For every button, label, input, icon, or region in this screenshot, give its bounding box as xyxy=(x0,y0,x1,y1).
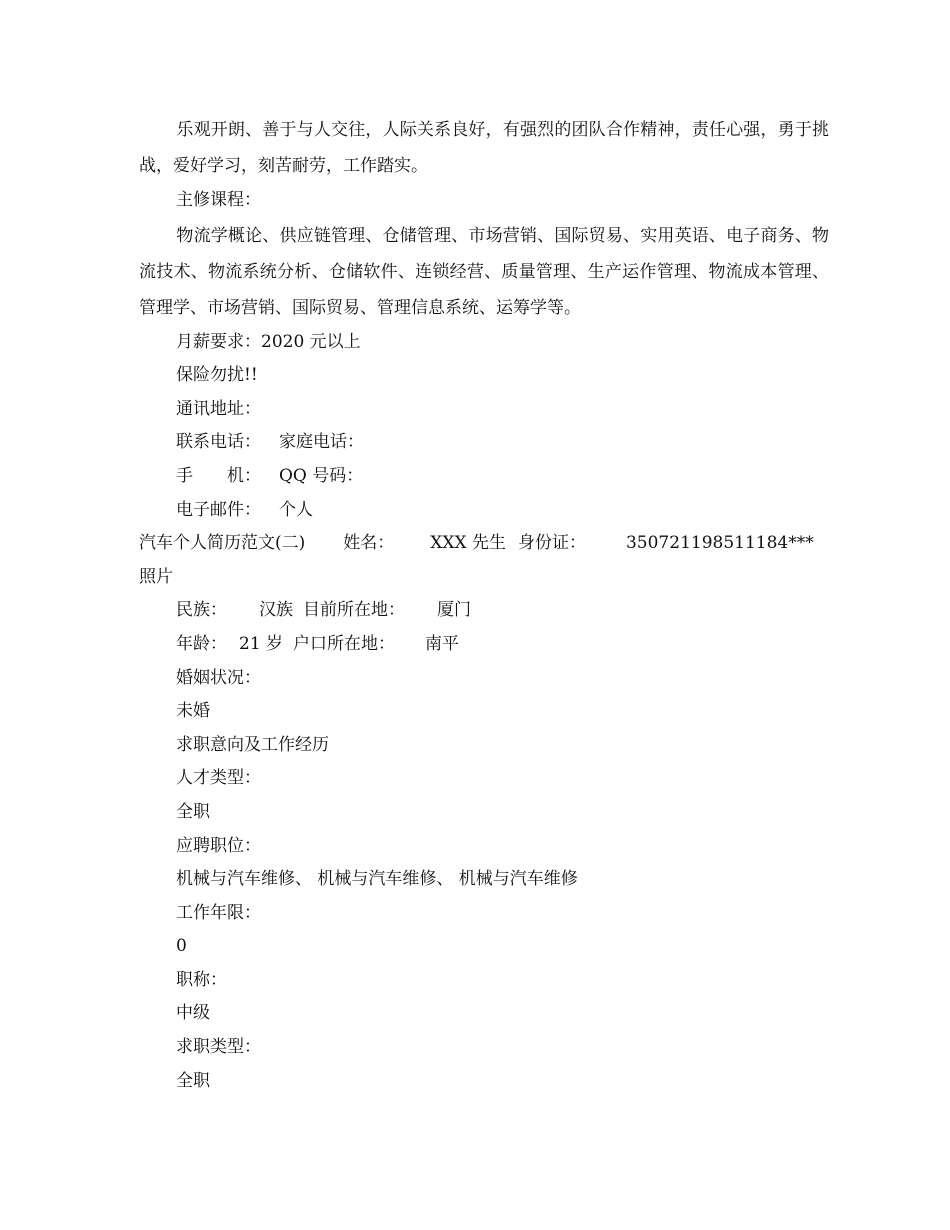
age-value: 21 岁 xyxy=(239,633,284,654)
no-insurance-note: 保险勿扰!! xyxy=(176,365,258,386)
address-label: 通讯地址： xyxy=(176,398,261,419)
mobile-row xyxy=(139,460,829,494)
marital-value: 未婚 xyxy=(176,701,210,722)
years-label: 工作年限： xyxy=(176,902,261,923)
age-label: 年龄： xyxy=(176,633,227,654)
years-value: 0 xyxy=(176,936,187,957)
id-value: 350721198511184*** xyxy=(625,533,814,554)
ethnicity-label: 民族： xyxy=(176,600,227,621)
hukou-label: 户口所在地： xyxy=(293,633,396,654)
phone-row xyxy=(139,426,829,460)
name-value: XXX 先生 xyxy=(430,533,506,554)
location-value: 厦门 xyxy=(437,600,471,621)
talent-type-label: 人才类型： xyxy=(176,768,261,789)
document-page xyxy=(139,112,829,1098)
salary-requirement: 月薪要求：2020 元以上 xyxy=(176,331,361,352)
email-label: 电子邮件： xyxy=(176,499,261,520)
job-type-label: 求职类型： xyxy=(176,1037,261,1058)
courses-heading: 主修课程： xyxy=(176,190,261,210)
talent-type-value: 全职 xyxy=(176,801,210,822)
hukou-value: 南平 xyxy=(425,633,460,654)
phone-label: 联系电话： xyxy=(176,432,261,453)
location-label: 目前所在地： xyxy=(303,600,405,621)
title-label: 职称： xyxy=(176,969,227,990)
courses-list: 物流学概论、供应链管理、仓储管理、市场营销、国际贸易、实用英语、电子商务、物流技术、物流系统分析、仓储软件、连锁经营、质量管理、生产运作管理、物流成本管理、管理学、市场营销、国际贸易、管理信息系统、运筹学等。 xyxy=(139,225,829,318)
title-value: 中级 xyxy=(176,1003,210,1024)
name-label: 姓名： xyxy=(343,533,395,554)
intro-paragraph: 乐观开朗、善于与人交往，人际关系良好，有强烈的团队合作精神，责任心强，勇于挑战，爱好学习，刻苦耐劳，工作踏实。 xyxy=(139,120,829,176)
ethnicity-row xyxy=(139,594,829,628)
id-label: 身份证： xyxy=(517,533,586,554)
job-type-value: 全职 xyxy=(176,1070,210,1091)
position-label: 应聘职位： xyxy=(176,835,261,856)
personal-label: 个人 xyxy=(279,499,313,520)
age-row xyxy=(139,628,829,662)
resume2-header-row xyxy=(139,527,829,561)
email-row xyxy=(139,494,829,528)
qq-label: QQ 号码： xyxy=(279,465,364,486)
mobile-label: 手 机： xyxy=(176,465,261,486)
marital-label: 婚姻状况： xyxy=(176,667,261,688)
section-title: 求职意向及工作经历 xyxy=(176,734,329,755)
ethnicity-value: 汉族 xyxy=(259,600,293,621)
resume2-title: 汽车个人简历范文(二) xyxy=(139,533,306,554)
position-value: 机械与汽车维修、 机械与汽车维修、 机械与汽车维修 xyxy=(176,869,578,890)
home-phone-label: 家庭电话： xyxy=(279,432,364,453)
photo-label: 照片 xyxy=(139,566,173,587)
